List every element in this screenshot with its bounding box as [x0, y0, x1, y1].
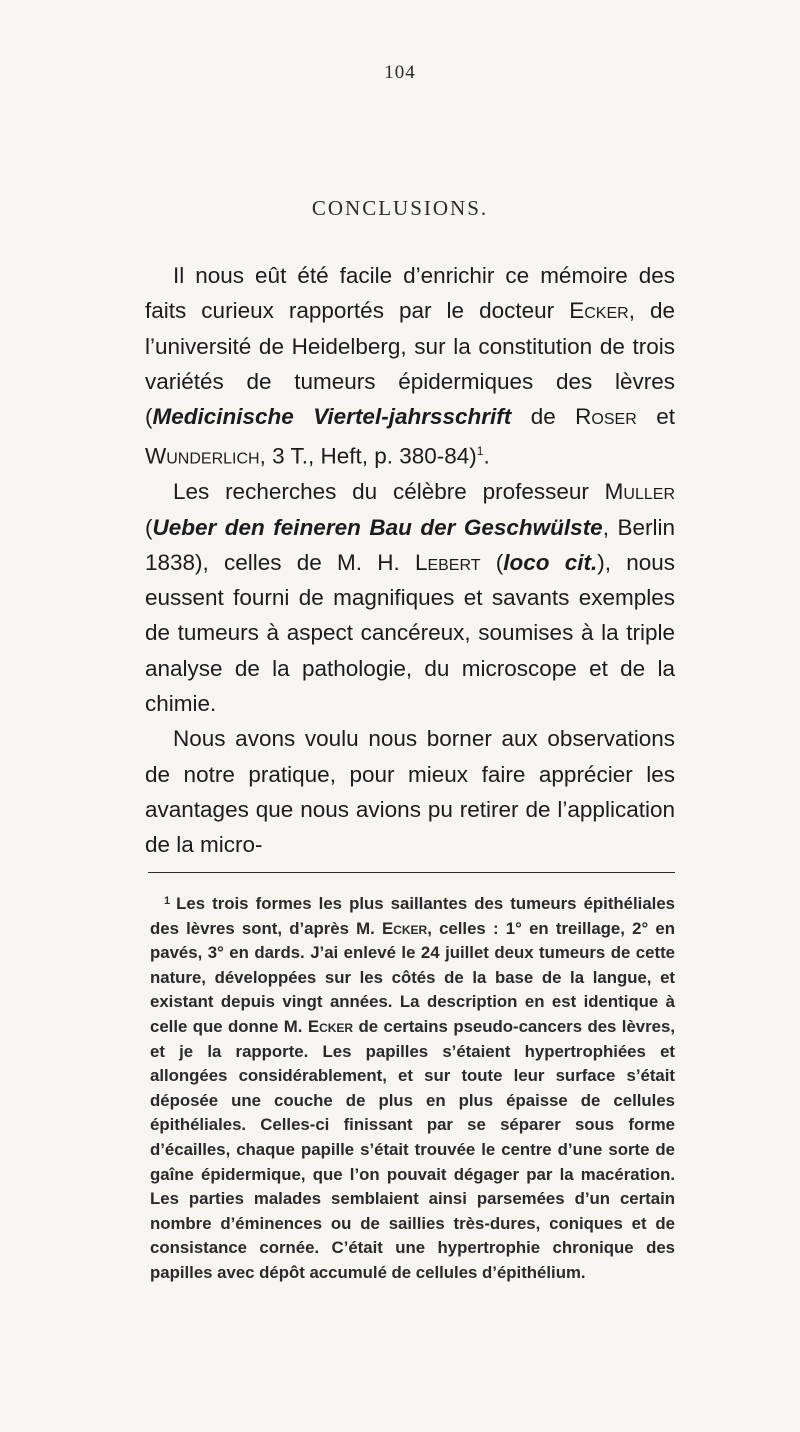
journal-title: Medicinische Viertel-jahrsschrift	[152, 404, 512, 430]
text-run: , 3 T., Heft, p. 380-84)	[259, 443, 477, 469]
text-run: Il nous eût été facile d’enrichir ce mémoire des faits curieux rapportés par le docteur	[145, 263, 675, 324]
paragraph-2	[145, 474, 675, 721]
text-run: (	[145, 514, 153, 540]
text-run: , de l’université de Heidelberg, sur la constitution de trois variétés de tumeurs épidermiques des lèvres (	[145, 298, 676, 430]
text-run: et	[636, 404, 675, 430]
footnote-reference: 1	[476, 444, 484, 459]
footnote-divider	[148, 872, 675, 873]
author-name: Ecker	[307, 1016, 354, 1036]
text-run: de	[511, 404, 576, 430]
text-run: de certains pseudo-cancers des lèvres, et je la rapporte. Les papilles s’étaient hypertrophiées et allongées considérablement, et sur toute leur surface s’était déposée une couche de plus en plus épaisse de cellules épithéliales. Celles-ci finissant par se séparer sous forme d’écailles, chaque papille s’était trouvée le centre d’une sorte de gaîne épidermique, que l’on pouvait dégager par la macération. Les parties malades semblaient ainsi parsemées d’un certain nombre d’éminences ou de saillies très-dures, coniques et de consistance cornée. C’était une hypertrophie chronique des papilles avec dépôt accumulé de cellules d’épithélium.	[150, 1016, 675, 1282]
page-number: 104	[384, 62, 416, 83]
footnote-paragraph	[150, 889, 675, 1286]
paragraph-3: Nous avons voulu nous borner aux observations de notre pratique, pour mieux faire apprécier les avantages que nous avions pu retirer de l’application de la micro-	[145, 726, 675, 858]
paragraph-1	[145, 258, 675, 474]
text-run: ), nous eussent fourni de magnifiques et savants exemples de tumeurs à aspect cancéreux, soumises à la triple analyse de la pathologie, du microscope et de la chimie.	[145, 549, 675, 717]
footnote-marker: 1	[164, 895, 171, 907]
text-run: (	[480, 549, 504, 575]
main-text	[145, 258, 675, 863]
author-name: Wunderlich	[145, 443, 260, 469]
section-heading: CONCLUSIONS.	[311, 196, 489, 220]
author-name: Lebert	[414, 549, 481, 575]
author-name: Ecker	[569, 298, 629, 324]
footnote	[150, 889, 675, 1286]
author-name: Roser	[575, 404, 637, 430]
citation-abbrev: loco cit.	[503, 549, 598, 575]
text-run: Les recherches du célèbre professeur	[173, 479, 605, 505]
text-run: .	[483, 443, 490, 469]
author-name: Ecker	[382, 918, 428, 938]
text-run: , celles : 1° en treillage, 2° en pavés, 3° en dards. J’ai enlevé le 24 juillet deux tumeurs de cette nature, développées sur les côtés de la base de la langue, et existant depuis vingt années. La description en est identique à celle que donne M.	[150, 918, 675, 1036]
author-name: Muller	[604, 479, 675, 505]
work-title: Ueber den feineren Bau der Geschwülste	[152, 514, 603, 540]
text-run: , Berlin 1838), celles de M. H.	[145, 514, 675, 575]
text-run: Les trois formes les plus saillantes des tumeurs épithéliales des lèvres sont, d’après M.	[150, 894, 675, 938]
